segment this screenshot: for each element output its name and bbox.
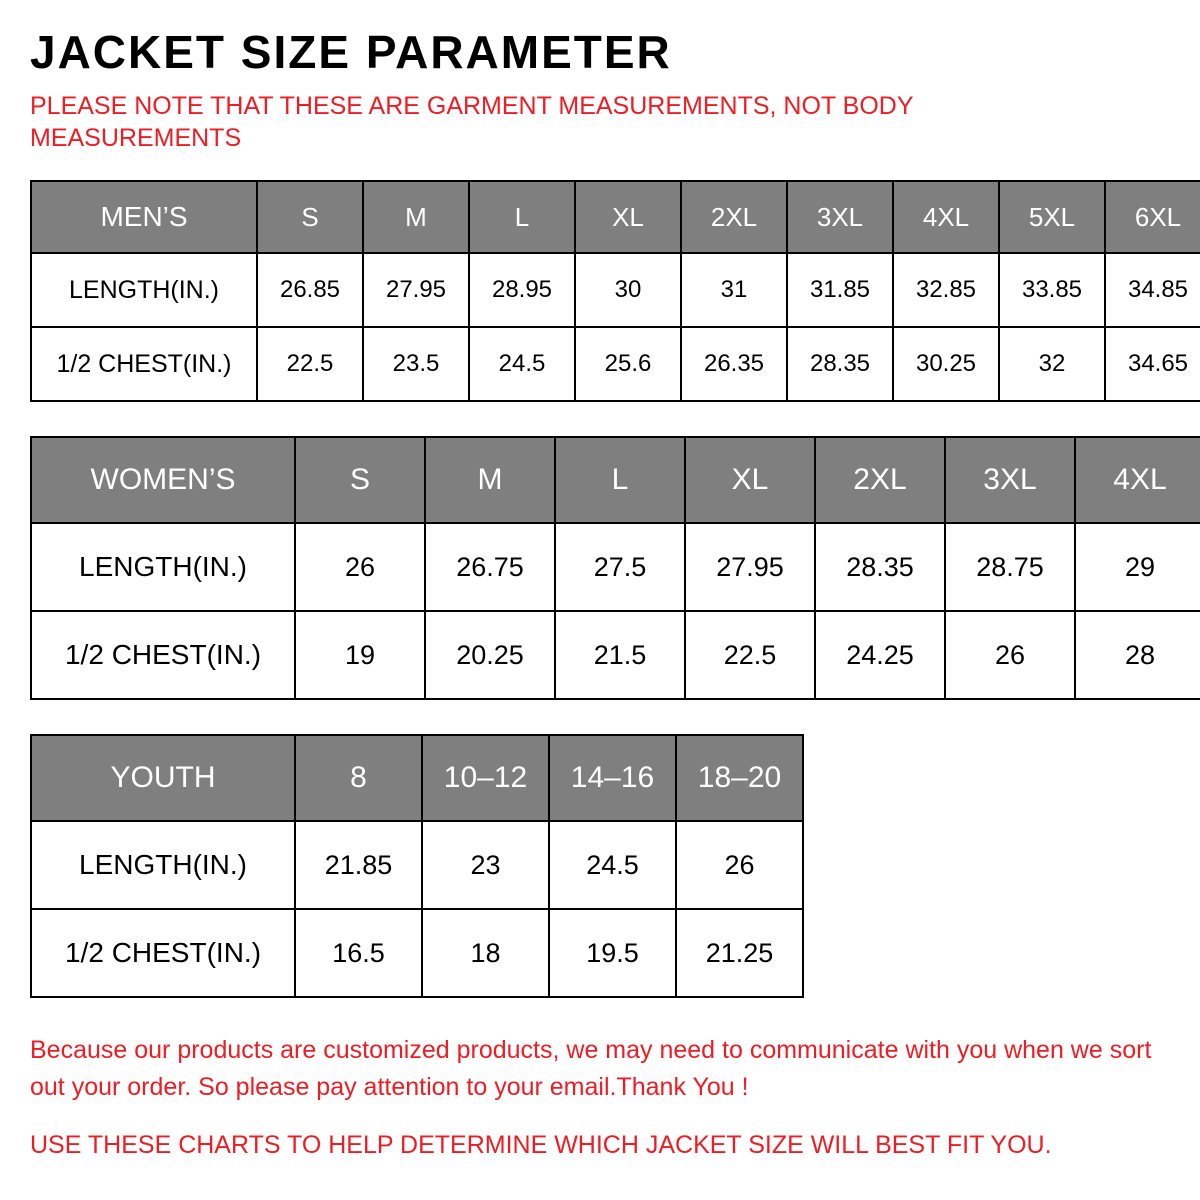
youth-cell: 16.5 [295, 909, 422, 997]
mens-cell: 26.85 [257, 253, 363, 327]
youth-size-header: 18–20 [676, 735, 803, 821]
youth-size-header: 10–12 [422, 735, 549, 821]
womens-cell: 22.5 [685, 611, 815, 699]
youth-cell: 18 [422, 909, 549, 997]
womens-cell: 24.25 [815, 611, 945, 699]
womens-cell: 26 [945, 611, 1075, 699]
youth-size-header: 8 [295, 735, 422, 821]
womens-size-header: XL [685, 437, 815, 523]
womens-cell: 21.5 [555, 611, 685, 699]
womens-cell: 29 [1075, 523, 1200, 611]
mens-row-label: 1/2 CHEST(IN.) [31, 327, 257, 401]
youth-cell: 21.85 [295, 821, 422, 909]
womens-size-header: L [555, 437, 685, 523]
womens-cell: 27.95 [685, 523, 815, 611]
mens-cell: 31 [681, 253, 787, 327]
mens-size-header: 6XL [1105, 181, 1200, 253]
table-row [31, 327, 1200, 401]
mens-cell: 24.5 [469, 327, 575, 401]
customization-note: Because our products are customized products, we may need to communicate with you when we sort out your order. So please pay attention to your email.Thank You ! [30, 1036, 1152, 1101]
mens-size-header: 4XL [893, 181, 999, 253]
mens-cell: 34.65 [1105, 327, 1200, 401]
youth-header-corner: YOUTH [31, 735, 295, 821]
page-title: JACKET SIZE PARAMETER [30, 26, 672, 78]
mens-cell: 33.85 [999, 253, 1105, 327]
youth-row-label: 1/2 CHEST(IN.) [31, 909, 295, 997]
womens-cell: 28.35 [815, 523, 945, 611]
youth-cell: 19.5 [549, 909, 676, 997]
footer-notes [30, 1032, 1170, 1163]
mens-size-header: M [363, 181, 469, 253]
mens-cell: 22.5 [257, 327, 363, 401]
mens-size-header: 2XL [681, 181, 787, 253]
womens-cell: 20.25 [425, 611, 555, 699]
mens-cell: 23.5 [363, 327, 469, 401]
table-header-row [31, 181, 1200, 253]
womens-cell: 27.5 [555, 523, 685, 611]
womens-row-label: LENGTH(IN.) [31, 523, 295, 611]
womens-cell: 28 [1075, 611, 1200, 699]
womens-cell: 19 [295, 611, 425, 699]
youth-cell: 26 [676, 821, 803, 909]
mens-cell: 28.95 [469, 253, 575, 327]
mens-row-label: LENGTH(IN.) [31, 253, 257, 327]
womens-size-header: 3XL [945, 437, 1075, 523]
mens-size-header: 3XL [787, 181, 893, 253]
womens-size-header: M [425, 437, 555, 523]
womens-header-corner: WOMEN’S [31, 437, 295, 523]
womens-size-header: 2XL [815, 437, 945, 523]
womens-size-header: 4XL [1075, 437, 1200, 523]
womens-size-table [30, 436, 1200, 700]
mens-cell: 32.85 [893, 253, 999, 327]
youth-cell: 24.5 [549, 821, 676, 909]
womens-cell: 26 [295, 523, 425, 611]
mens-cell: 27.95 [363, 253, 469, 327]
mens-size-header: 5XL [999, 181, 1105, 253]
mens-cell: 30.25 [893, 327, 999, 401]
mens-cell: 32 [999, 327, 1105, 401]
mens-cell: 34.85 [1105, 253, 1200, 327]
womens-cell: 28.75 [945, 523, 1075, 611]
table-row [31, 821, 803, 909]
mens-cell: 25.6 [575, 327, 681, 401]
table-row [31, 909, 803, 997]
chart-usage-note: USE THESE CHARTS TO HELP DETERMINE WHICH JACKET SIZE WILL BEST FIT YOU. [30, 1130, 1052, 1159]
garment-measurement-note: PLEASE NOTE THAT THESE ARE GARMENT MEASUREMENTS, NOT BODY MEASUREMENTS [30, 92, 914, 153]
table-header-row [31, 437, 1200, 523]
youth-row-label: LENGTH(IN.) [31, 821, 295, 909]
womens-cell: 26.75 [425, 523, 555, 611]
mens-size-header: XL [575, 181, 681, 253]
womens-size-header: S [295, 437, 425, 523]
mens-cell: 30 [575, 253, 681, 327]
youth-size-header: 14–16 [549, 735, 676, 821]
womens-row-label: 1/2 CHEST(IN.) [31, 611, 295, 699]
youth-cell: 23 [422, 821, 549, 909]
table-row [31, 523, 1200, 611]
table-header-row [31, 735, 803, 821]
youth-size-table [30, 734, 804, 998]
mens-size-table [30, 180, 1200, 402]
mens-cell: 31.85 [787, 253, 893, 327]
mens-size-header: S [257, 181, 363, 253]
mens-size-header: L [469, 181, 575, 253]
mens-cell: 28.35 [787, 327, 893, 401]
table-row [31, 253, 1200, 327]
youth-cell: 21.25 [676, 909, 803, 997]
mens-header-corner: MEN’S [31, 181, 257, 253]
table-row [31, 611, 1200, 699]
mens-cell: 26.35 [681, 327, 787, 401]
